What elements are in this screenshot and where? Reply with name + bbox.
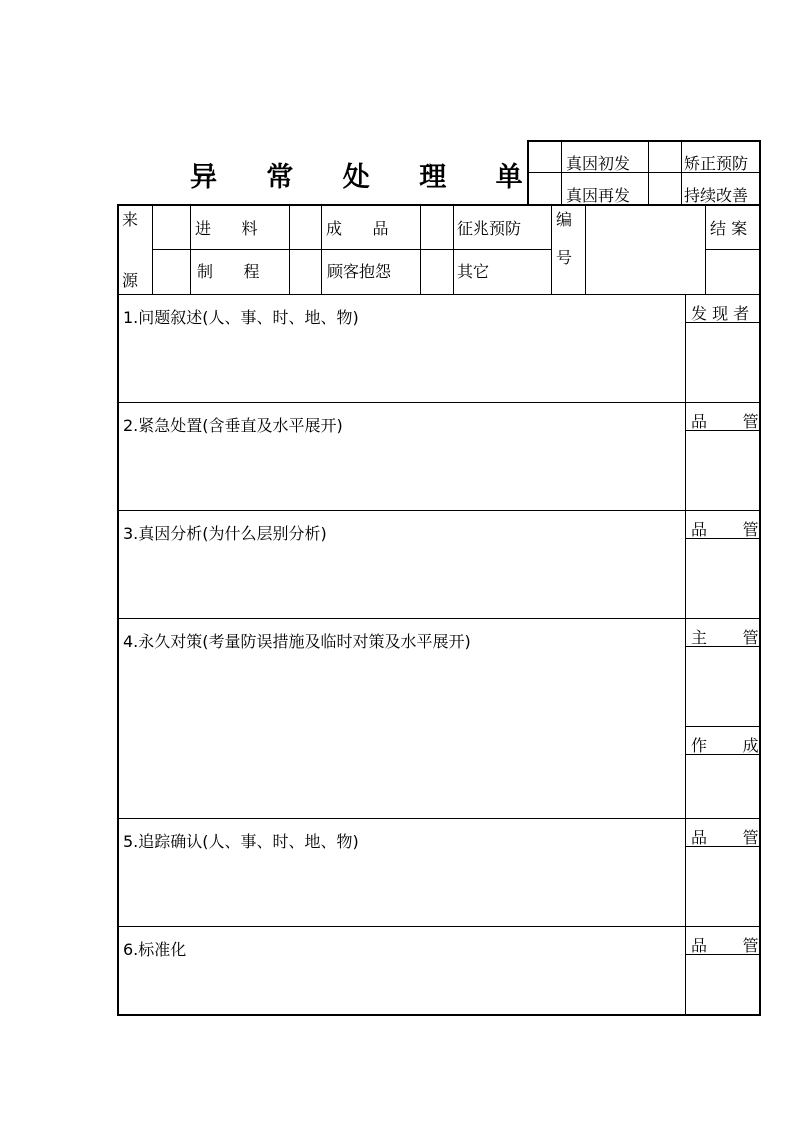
predictive-prevention-label: 征兆预防: [457, 219, 522, 238]
section-divider: [118, 294, 760, 295]
type-box-top-border: [528, 140, 760, 142]
source-grid-line: [453, 204, 454, 294]
section-1-signature-field[interactable]: [687, 325, 758, 400]
section-1-role: 发 现 者: [691, 304, 750, 323]
table-bottom-border: [118, 1014, 761, 1016]
number-label-top: 编: [556, 210, 573, 229]
section-4-content-field[interactable]: [120, 656, 683, 816]
other-checkbox[interactable]: [422, 251, 452, 293]
table-right-border: [759, 204, 761, 1016]
section-divider: [118, 818, 760, 819]
incoming-label: 进 料: [195, 219, 258, 238]
section-3-title: 3.真因分析(为什么层别分析): [123, 524, 327, 543]
source-grid-line: [585, 204, 586, 294]
section-6-role: 品 管: [691, 936, 759, 955]
number-label-bottom: 号: [556, 248, 573, 267]
customer-complaint-checkbox[interactable]: [291, 251, 320, 293]
close-field[interactable]: [707, 251, 758, 293]
table-left-border: [117, 204, 119, 1016]
process-checkbox[interactable]: [154, 251, 189, 293]
section-2-signature-field[interactable]: [687, 433, 758, 508]
source-label-bottom: 源: [122, 271, 139, 290]
type-box-divider: [648, 140, 649, 205]
section-3-content-field[interactable]: [120, 548, 683, 616]
section-2-content-field[interactable]: [120, 440, 683, 508]
section-5-content-field[interactable]: [120, 856, 683, 924]
product-label: 成 品: [326, 219, 389, 238]
section-4-role: 主 管: [691, 628, 759, 647]
section-6-title: 6.标准化: [123, 940, 187, 959]
other-label: 其它: [457, 262, 490, 281]
product-checkbox[interactable]: [291, 206, 320, 248]
source-grid-line: [152, 204, 153, 294]
process-label: 制 程: [197, 262, 260, 281]
section-2-title: 2.紧急处置(含垂直及水平展开): [123, 416, 343, 435]
source-label-top: 来: [122, 210, 139, 229]
section-6-signature-field[interactable]: [687, 957, 758, 1012]
customer-complaint-label: 顾客抱怨: [327, 262, 392, 281]
section-divider: [118, 618, 760, 619]
type-box-right-border: [759, 140, 761, 205]
source-grid-line: [289, 204, 290, 294]
section-4-title: 4.永久对策(考量防误措施及临时对策及水平展开): [123, 632, 471, 651]
type-box-divider: [561, 140, 562, 205]
section-4-author-signature-field[interactable]: [687, 757, 758, 816]
section-divider: [118, 402, 760, 403]
close-label: 结 案: [710, 219, 748, 238]
incoming-checkbox[interactable]: [154, 206, 189, 248]
section-3-role: 品 管: [691, 520, 759, 539]
number-field[interactable]: [587, 206, 704, 293]
source-row-divider: [152, 249, 552, 250]
form-title: 异 常 处 理 单: [190, 162, 543, 193]
section-3-signature-field[interactable]: [687, 541, 758, 616]
cause-first-label: 真因初发: [566, 154, 631, 173]
section-1-content-field[interactable]: [120, 332, 683, 400]
source-grid-line: [190, 204, 191, 294]
continuous-improvement-checkbox[interactable]: [650, 174, 680, 203]
cause-first-checkbox[interactable]: [529, 142, 560, 171]
close-row-divider: [705, 249, 760, 250]
cause-repeat-checkbox[interactable]: [529, 174, 560, 203]
role-column-border: [685, 294, 686, 1014]
source-grid-line: [551, 204, 552, 294]
section-5-signature-field[interactable]: [687, 849, 758, 924]
continuous-improvement-label: 持续改善: [684, 186, 749, 205]
predictive-prevention-checkbox[interactable]: [422, 206, 452, 248]
section-divider: [118, 926, 760, 927]
section-5-title: 5.追踪确认(人、事、时、地、物): [123, 832, 359, 851]
section-4-supervisor-signature-field[interactable]: [687, 649, 758, 724]
cause-repeat-label: 真因再发: [566, 186, 631, 205]
role-divider: [686, 726, 760, 727]
section-divider: [118, 510, 760, 511]
section-4-role2: 作 成: [691, 736, 759, 755]
section-2-role: 品 管: [691, 412, 759, 431]
source-grid-line: [705, 204, 706, 294]
source-grid-line: [420, 204, 421, 294]
type-box-divider: [681, 140, 682, 205]
section-6-content-field[interactable]: [120, 964, 683, 1012]
section-1-title: 1.问题叙述(人、事、时、地、物): [123, 308, 359, 327]
section-5-role: 品 管: [691, 828, 759, 847]
source-grid-line: [321, 204, 322, 294]
corrective-preventive-label: 矫正预防: [684, 154, 749, 173]
corrective-preventive-checkbox[interactable]: [650, 142, 680, 171]
